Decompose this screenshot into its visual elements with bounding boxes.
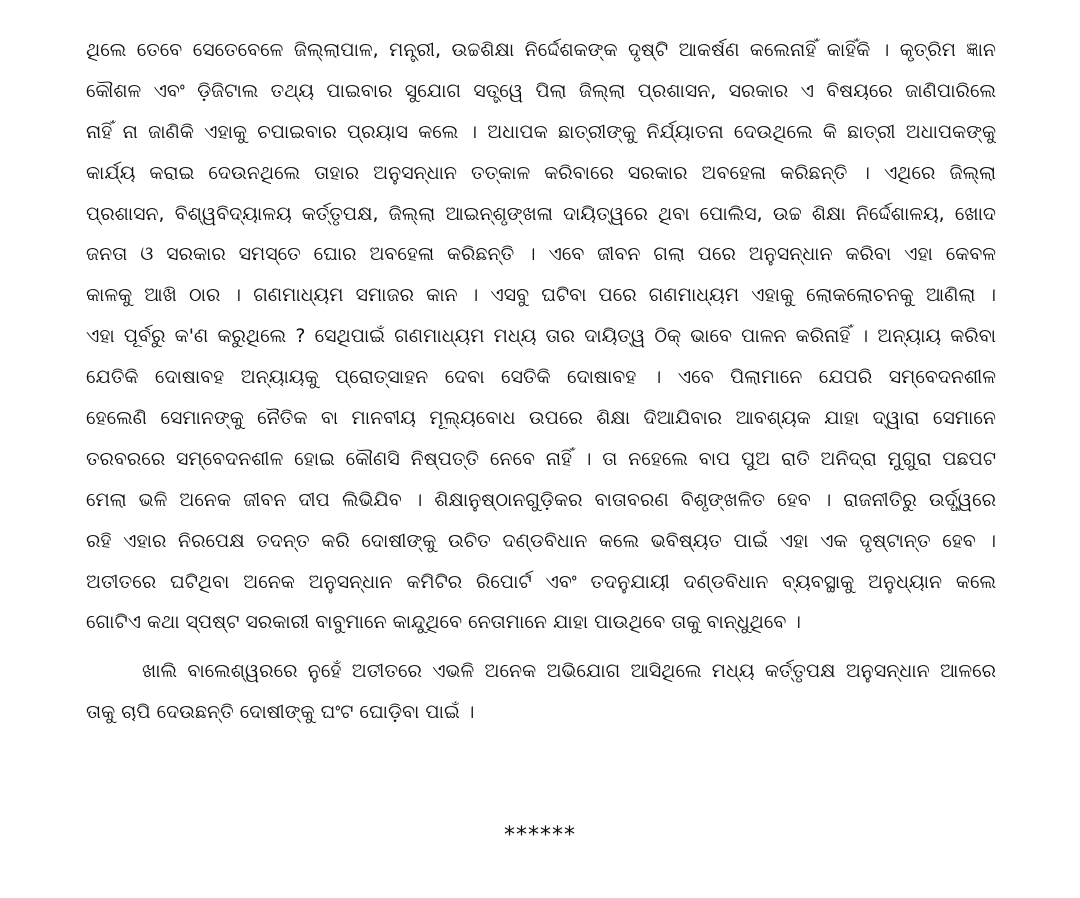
paragraph-2-line: ତାକୁ ଚାପି ଦେଉଛନ୍ତି ଦୋଷୀଙ୍କୁ ଘଂଟ ଘୋଡ଼ିବା ପାଇଁ । — [86, 701, 475, 724]
paragraph-1-line: ମେଲା ଭଳି ଅନେକ ଜୀବନ ଦୀପ ଲିଭିଯିବ । ଶିକ୍ଷାନୁଷ୍ଠାନଗୁଡ଼ିକର ବାତାବରଣ ବିଶୃଙ୍ଖଳିତ ହେବ । ରାଜନୀତିରୁ ଉର୍ଦ୍ଧ୍ୱରେ — [86, 488, 996, 511]
paragraph-2-line: ଖାଲି ବାଲେଶ୍ୱରରେ ନୁହେଁ ଅତୀତରେ ଏଭଳି ଅନେକ ଅଭିଯୋଗ ଆସିଥିଲେ ମଧ୍ୟ କର୍ତ୍ତୃପକ୍ଷ ଅନୁସନ୍ଧାନ ଆଳରେ — [142, 660, 996, 683]
paragraph-1-line: ତରବରରେ ସମ୍ବେଦନଶୀଳ ହୋଇ କୌଣସି ନିଷ୍ପତ୍ତି ନେବେ ନାହିଁ । ତା ନହେଲେ ବାପ ପୁଅ ରାତି ଅନିଦ୍ରା ମୁଗୁରା ପଛପଟ — [86, 447, 996, 470]
document-body — [86, 30, 996, 733]
paragraph-1-line: ଜନତା ଓ ସରକାର ସମସ୍ତେ ଘୋର ଅବହେଳା କରିଛନ୍ତି । ଏବେ ଜୀବନ ଗଲା ପରେ ଅନୁସନ୍ଧାନ କରିବା ଏହା କେବଳ — [86, 243, 996, 266]
paragraph-1-line: ଥିଲେ ତେବେ ସେତେବେଳେ ଜିଲ୍ଲାପାଳ, ମନ୍ତ୍ରୀ, ଉଚ୍ଚଶିକ୍ଷା ନିର୍ଦ୍ଦେଶକଙ୍କ ଦୃଷ୍ଟି ଆକର୍ଷଣ କଲେନାହିଁ କାହିଁକି । କୃତ୍ରିମ ଜ୍ଞାନ — [86, 39, 996, 61]
paragraph-1-line: ନାହିଁ ନା ଜାଣିକି ଏହାକୁ ଚପାଇବାର ପ୍ରୟାସ କଲେ । ଅଧାପକ ଛାତ୍ରୀଙ୍କୁ ନିର୍ଯ୍ୟାତନା ଦେଉଥିଲେ କି ଛାତ୍ରୀ ଅଧାପକଙ୍କୁ — [86, 120, 996, 143]
paragraph-1-line: ଏହା ପୂର୍ବରୁ କ'ଣ କରୁଥିଲେ ? ସେଥିପାଇଁ ଗଣମାଧ୍ୟମ ମଧ୍ୟ ତାର ଦାୟିତ୍ୱ ଠିକ୍ ଭାବେ ପାଳନ କରିନାହିଁ । ଅନ୍ୟାୟ କରିବା — [86, 325, 996, 348]
paragraph-1-line: କୌଶଳ ଏବଂ ଡ଼ିଜିଟାଲ ତଥ୍ୟ ପାଇବାର ସୁଯୋଗ ସତ୍ତ୍ୱେ ପିଲା ଜିଲ୍ଲା ପ୍ରଶାସନ, ସରକାର ଏ ବିଷୟରେ ଜାଣିପାରିଲେ — [86, 79, 996, 102]
paragraph-1-line: ପ୍ରଶାସନ, ବିଶ୍ୱବିଦ୍ୟାଳୟ କର୍ତ୍ତୃପକ୍ଷ, ଜିଲ୍ଲା ଆଇନ୍‌ଶୃଙ୍ଖଳା ଦାୟିତ୍ୱରେ ଥିବା ପୋଲିସ, ଉଚ୍ଚ ଶିକ୍ଷା ନିର୍ଦ୍ଦେଶାଳୟ, ଖୋଦ — [86, 202, 996, 225]
paragraph-2 — [86, 651, 996, 733]
paragraph-1-line: ରହି ଏହାର ନିରପେକ୍ଷ ତଦନ୍ତ କରି ଦୋଷୀଙ୍କୁ ଉଚିତ ଦଣ୍ଡବିଧାନ କଲେ ଭବିଷ୍ୟତ ପାଇଁ ଏହା ଏକ ଦୃଷ୍ଟାନ୍ତ ହେବ । — [86, 529, 996, 552]
paragraph-1 — [86, 30, 996, 643]
paragraph-1-line: ଯେତିକି ଦୋଷାବହ ଅନ୍ୟାୟକୁ ପ୍ରୋତ୍ସାହନ ଦେବା ସେତିକି ଦୋଷାବହ । ଏବେ ପିଲାମାନେ ଯେପରି ସମ୍ବେଦନଶୀଳ — [86, 366, 996, 389]
paragraph-1-line: କାଳକୁ ଆଖି ଠାର । ଗଣମାଧ୍ୟମ ସମାଜର କାନ । ଏସବୁ ଘଟିବା ପରେ ଗଣମାଧ୍ୟମ ଏହାକୁ ଲୋକଲୋଚନକୁ ଆଣିଲା । — [86, 284, 996, 307]
paragraph-1-line: ଅତୀତରେ ଘଟିଥିବା ଅନେକ ଅନୁସନ୍ଧାନ କମିଟିର ରିପୋର୍ଟ ଏବଂ ତଦନୁଯାୟୀ ଦଣ୍ଡବିଧାନ ବ୍ୟବସ୍ଥାକୁ ଅନୁଧ୍ୟାନ କଲେ — [86, 570, 996, 593]
paragraph-1-line: ଗୋଟିଏ କଥା ସ୍ପଷ୍ଟ ସରକାରୀ ବାବୁମାନେ କାନ୍ଦୁଥିବେ ନେତାମାନେ ଯାହା ପାଉଥିବେ ତାକୁ ବାନ୍ଧୁଥିବେ । — [86, 611, 801, 634]
section-separator: ****** — [504, 823, 576, 848]
paragraph-1-line: କାର୍ଯ୍ୟ କରାଇ ଦେଉନଥିଲେ ତାହାର ଅନୁସନ୍ଧାନ ତତ୍‌କାଳ କରିବାରେ ସରକାର ଅବହେଳା କରିଛନ୍ତି । ଏଥିରେ ଜିଲ୍ଲା — [86, 161, 996, 184]
paragraph-1-line: ହେଲେଣି ସେମାନଙ୍କୁ ନୈତିକ ବା ମାନବୀୟ ମୂଲ୍ୟବୋଧ ଉପରେ ଶିକ୍ଷା ଦିଆଯିବାର ଆବଶ୍ୟକ ଯାହା ଦ୍ୱାରା ସେମାନେ — [86, 407, 996, 430]
